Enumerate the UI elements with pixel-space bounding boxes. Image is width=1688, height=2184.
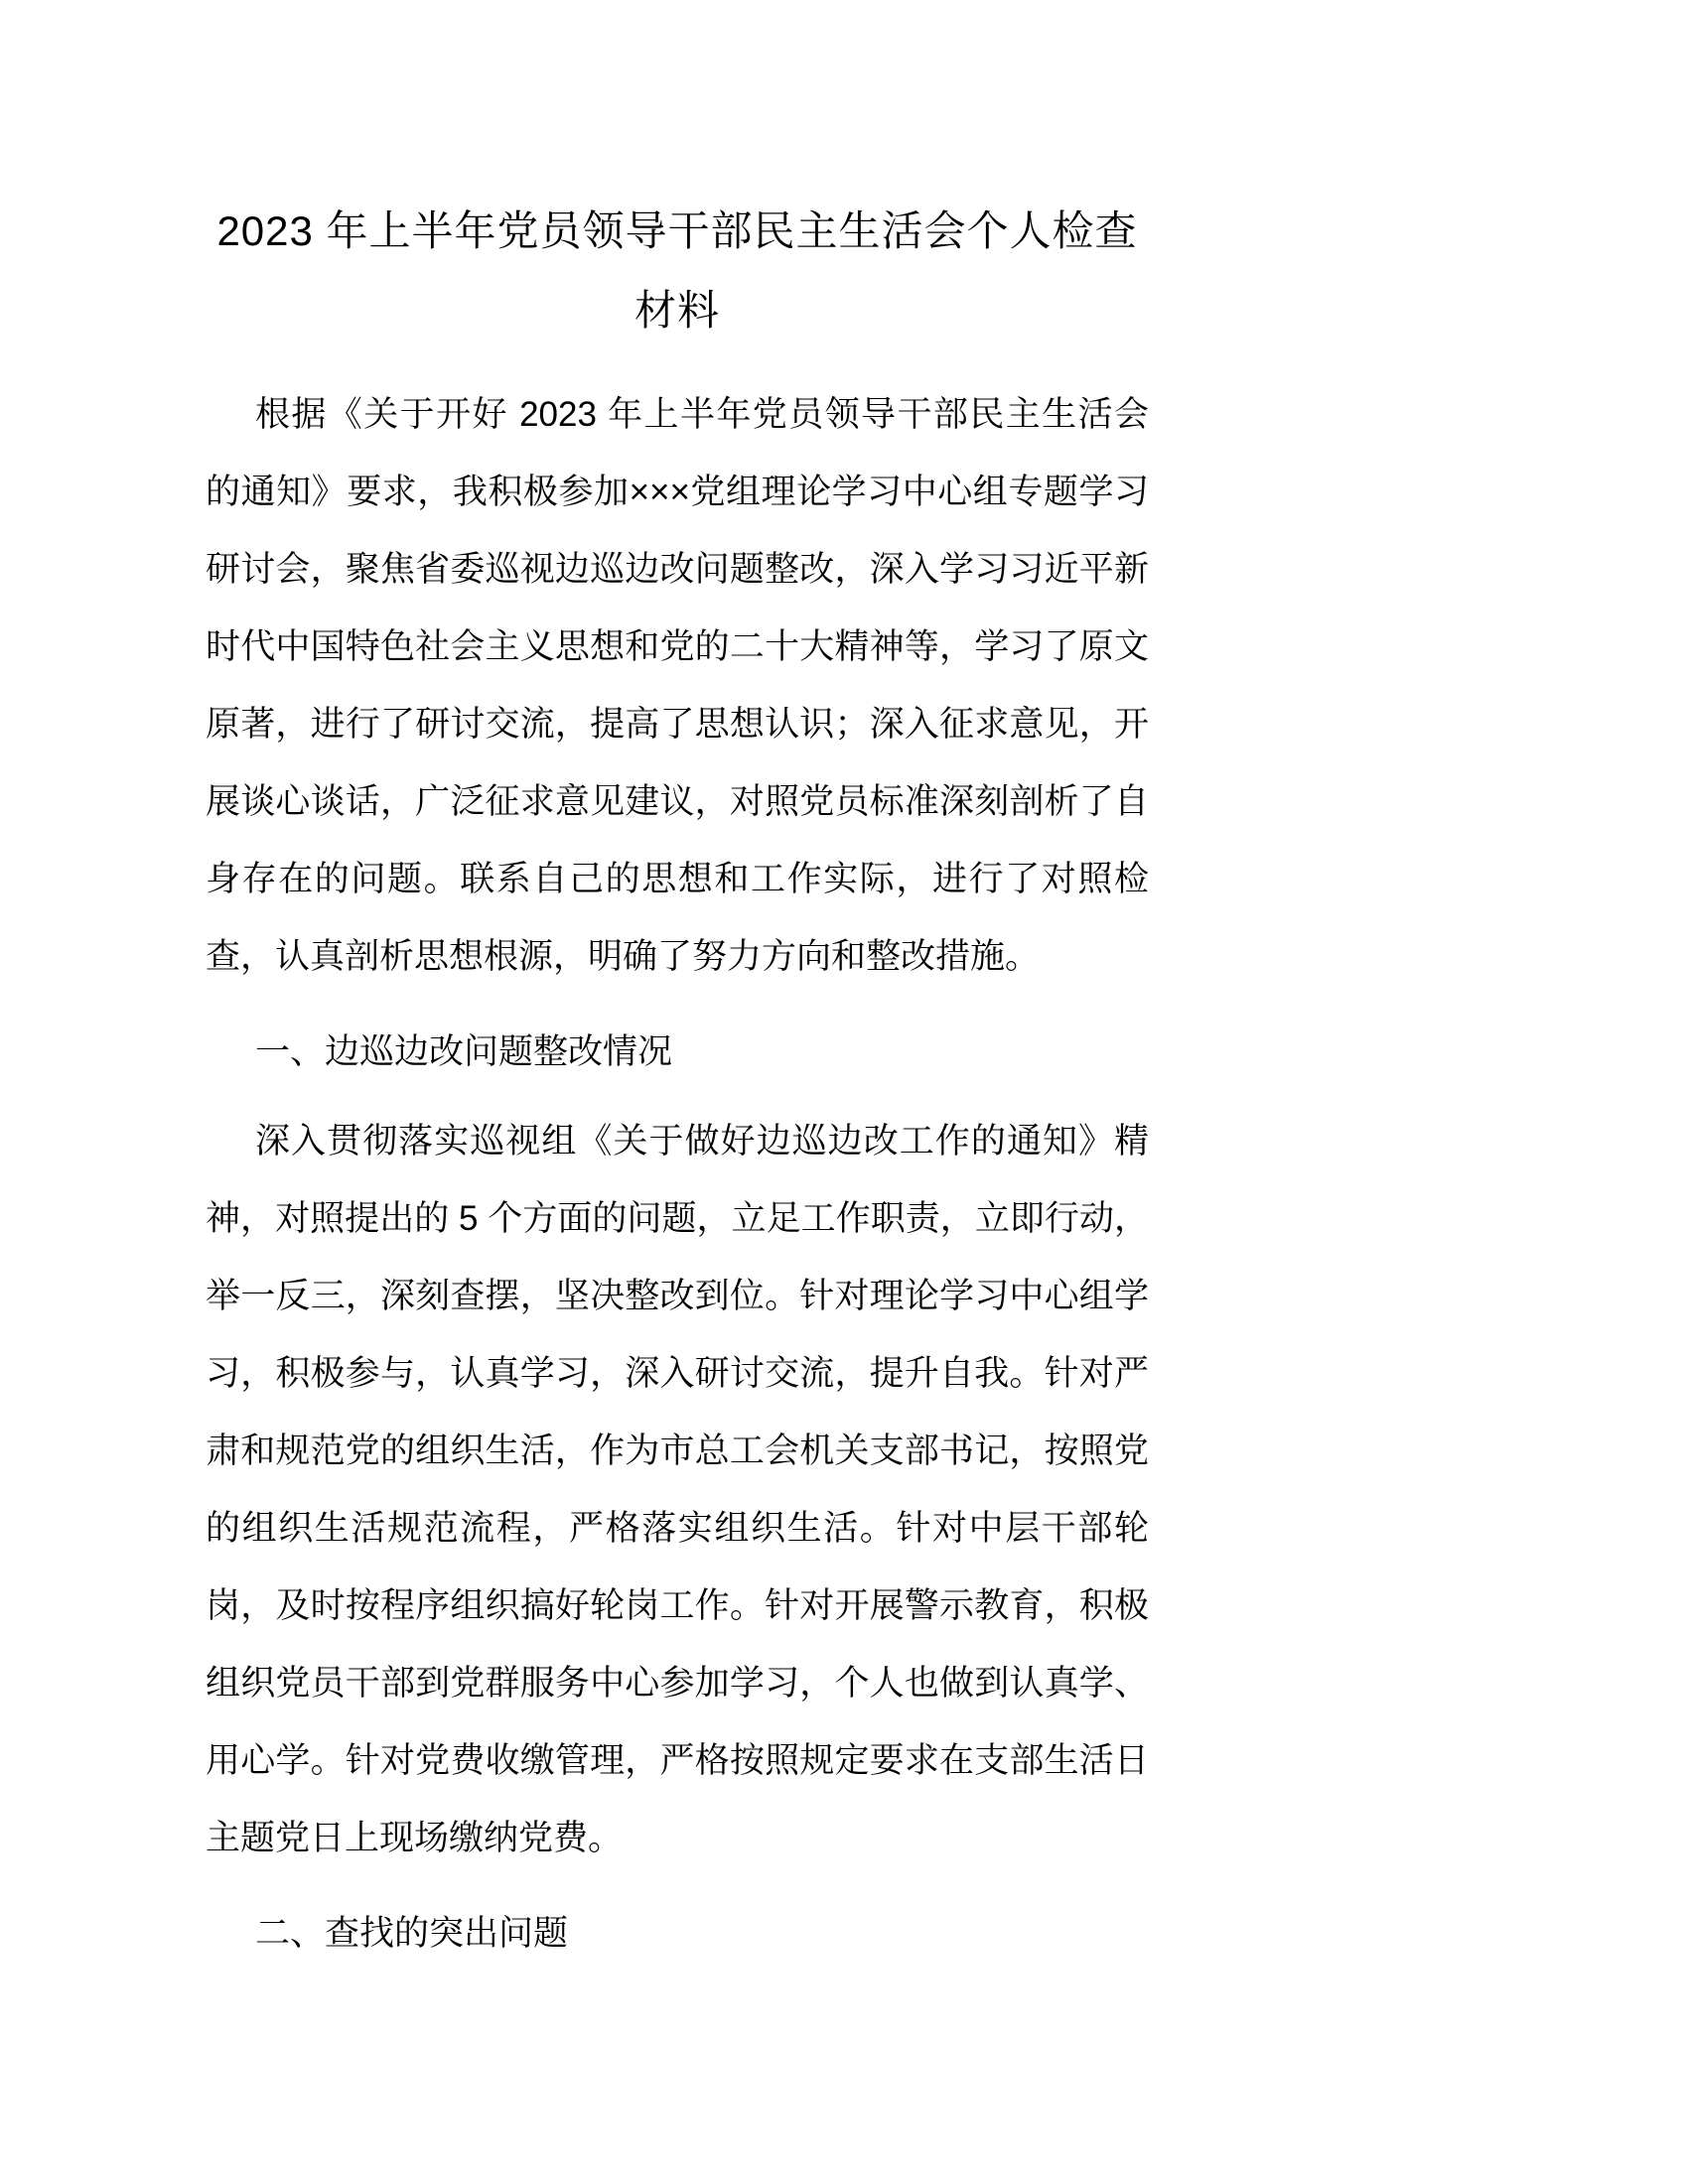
paragraph-intro: 根据《关于开好 2023 年上半年党员领导干部民主生活会的通知》要求，我积极参加×××党组理论学习中心组专题学习研讨会，聚焦省委巡视边巡边改问题整改，深入学习习近平新时代中国特色社会主义思想和党的二十大精神等，学习了原文原著，进行了研讨交流，提高了思想认识；深入征求意见，开展谈心谈话，广泛征求意见建议，对照党员标准深刻剖析了自身存在的问题。联系自己的思想和工作实际，进行了对照检查，认真剖析思想根源，明确了努力方向和整改措施。 xyxy=(206,395,1149,976)
section-heading-1: 一、边巡边改问题整改情况 xyxy=(255,1032,673,1071)
paragraph-section-1-body: 深入贯彻落实巡视组《关于做好边巡边改工作的通知》精神，对照提出的 5 个方面的问题，立足工作职责，立即行动，举一反三，深刻查摆，坚决整改到位。针对理论学习中心组学习，积极参与，认真学习，深入研讨交流，提升自我。针对严肃和规范党的组织生活，作为市总工会机关支部书记，按照党的组织生活规范流程，严格落实组织生活。针对中层干部轮岗，及时按程序组织搞好轮岗工作。针对开展警示教育，积极组织党员干部到党群服务中心参加学习，个人也做到认真学、用心学。针对党费收缴管理，严格按照规定要求在支部生活日主题党日上现场缴纳党费。 xyxy=(206,1122,1149,1857)
document-title: 2023 年上半年党员领导干部民主生活会个人检查材料 xyxy=(216,207,1138,334)
section-heading-2: 二、查找的突出问题 xyxy=(255,1914,569,1953)
document-content xyxy=(206,0,1149,1984)
